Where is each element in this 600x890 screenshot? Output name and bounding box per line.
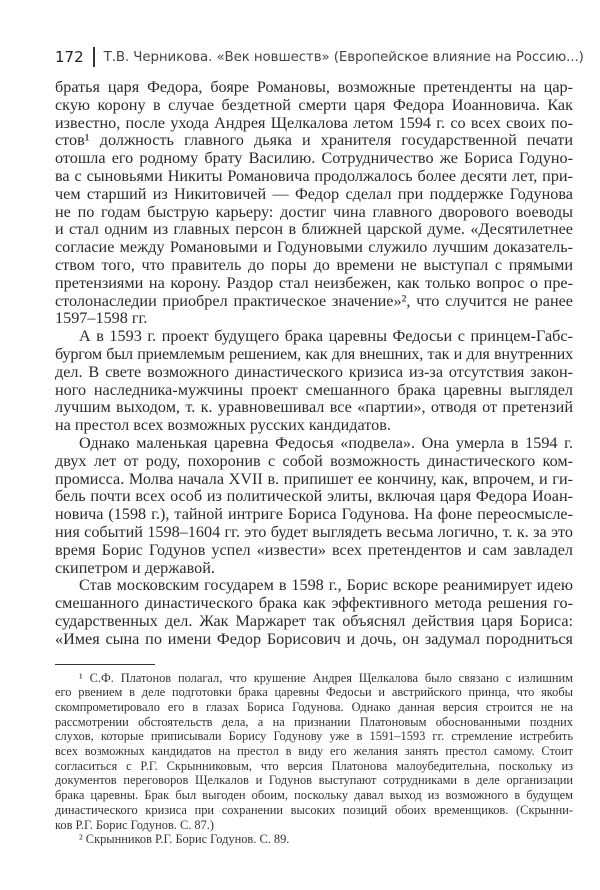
text-line: 1597–1598 гг.	[55, 309, 148, 328]
page-column	[55, 79, 573, 847]
footnote-line: рассмотрении обстоятельств дела, а на признании Платоновым обоснованными поздних	[55, 714, 573, 729]
text-line: согласие между Романовыми и Годуновыми служило лучшим доказатель-	[55, 238, 573, 257]
text-line: чем старший из Никитовичей — Федор сделал при поддержке Годунова	[55, 184, 573, 203]
footnote-line: скомпрометировало его в глазах Бориса Годунова. Однако данная версия строится не на	[55, 699, 573, 714]
text-line: известно, после ухода Андрея Щелкалова летом 1594 г. со всех своих по-	[55, 113, 573, 132]
text-line: не по годам быструю карьеру: достиг чина главного дворового воеводы	[55, 202, 573, 221]
main-text	[55, 79, 573, 649]
text-line: скую корону в случае бездетной смерти царя Федора Иоанновича. Как	[55, 95, 573, 114]
text-line: А в 1593 г. проект будущего брака царевны Федосьи с принцем-Габс-	[79, 327, 573, 346]
text-line: Однако маленькая царевна Федосья «подвела». Она умерла в 1594 г.	[79, 433, 573, 452]
text-line: сударственных дел. Жак Маржарет так объяснял действия царя Бориса:	[55, 611, 573, 630]
text-line: смешанного династического брака как эффективного метода решения го-	[55, 594, 573, 613]
footnote-line: документов переговоров Щелкалов и Годунов выступают сотрудниками в деле организации	[55, 773, 573, 788]
text-line: на престол всех возможных русских кандидатов.	[55, 416, 391, 435]
text-line: двух лет от роду, похоронив с собой возможность династического ком-	[55, 451, 573, 470]
text-line: братья царя Федора, бояре Романовы, возможные претенденты на цар-	[55, 78, 573, 96]
footnote-line: согласиться с Р.Г. Скрынниковым, что версия Платонова малоубедительна, поскольку из	[55, 758, 573, 773]
page-number: 172	[55, 48, 84, 66]
text-line: столонаследии приобрел практическое значение»², что случится не ранее	[55, 291, 573, 310]
header-divider	[93, 47, 95, 67]
text-line: промисса. Молва начала XVII в. припишет ее кончину, как, впрочем, и ги-	[55, 469, 573, 488]
text-line: время Борис Годунов успел «извести» всех претендентов и сам завладел	[55, 540, 573, 559]
text-line: новича (1598 г.), тайной интриге Бориса Годунова. На фоне переосмысле-	[55, 505, 573, 524]
footnote-line: всех возможных кандидатов на престол в виду его желания занять престол самому. Стоит	[55, 744, 573, 759]
text-line: ния событий 1598–1604 гг. это будет выглядеть весьма логично, т. к. за это	[55, 522, 573, 541]
footnote-line: брака царевны. Брак был выгоден обоим, поскольку давал выход из возможного в будущем	[55, 788, 573, 803]
text-line: Став московским государем в 1598 г., Борис вскоре реанимирует идею	[79, 576, 573, 595]
footnotes	[55, 671, 573, 847]
text-line: ва с сыновьями Никиты Романовича продолжалось более десяти лет, при-	[55, 166, 573, 185]
text-line: и стал одним из главных персон в ближней царской думе. «Десятилетнее	[55, 220, 573, 239]
running-title: Т.В. Черникова. «Век новшеств» (Европейское влияние на Россию...)	[103, 49, 584, 65]
footnote-line: ков Р.Г. Борис Годунов. С. 87.)	[55, 817, 215, 832]
text-line: лучшим выходом, т. к. уравновешивал все «партии», отводя от претензий	[55, 398, 573, 417]
footnote-line: ¹ С.Ф. Платонов полагал, что крушение Андрея Щелкалова было связано с излишним	[79, 670, 573, 685]
text-line: дел. В свете возможного династического кризиса из-за отсутствия закон-	[55, 362, 573, 381]
running-header	[55, 47, 584, 67]
footnote-line: династического кризиса при сохранении высоких позиций обоих временщиков. (Скрынни-	[55, 802, 573, 817]
text-line: бель почти всех особ из политической элиты, включая царя Федора Иоан-	[55, 487, 573, 506]
text-line: стов¹ должность главного дьяка и хранителя государственной печати	[55, 131, 573, 150]
text-line: претензиями на корону. Раздор стал неизбежен, как только вопрос о пре-	[55, 273, 573, 292]
footnote-separator	[55, 664, 155, 665]
footnote-line: его рвением в деле подготовки брака царевны Федосьи и австрийского принца, что якобы	[55, 685, 573, 700]
footnote-line: слухов, которые приписывали Борису Годунову уже в 1591–1593 гг. стремление истребить	[55, 729, 573, 744]
text-line: ного наследника-мужчины проект смешанного брака царевны выглядел	[55, 380, 573, 399]
text-line: «Имея сына по имени Федор Борисович и дочь, он задумал породниться	[55, 629, 573, 648]
text-line: ством того, что правитель до поры до времени не выступал с прямыми	[55, 255, 573, 274]
footnote-line: ² Скрынников Р.Г. Борис Годунов. С. 89.	[79, 832, 290, 847]
text-line: скипетром и державой.	[55, 558, 215, 577]
text-line: отошла его родному брату Василию. Сотрудничество же Бориса Годуно-	[55, 149, 573, 168]
text-line: бургом был приемлемым решением, как для внешних, так и для внутренних	[55, 344, 573, 363]
